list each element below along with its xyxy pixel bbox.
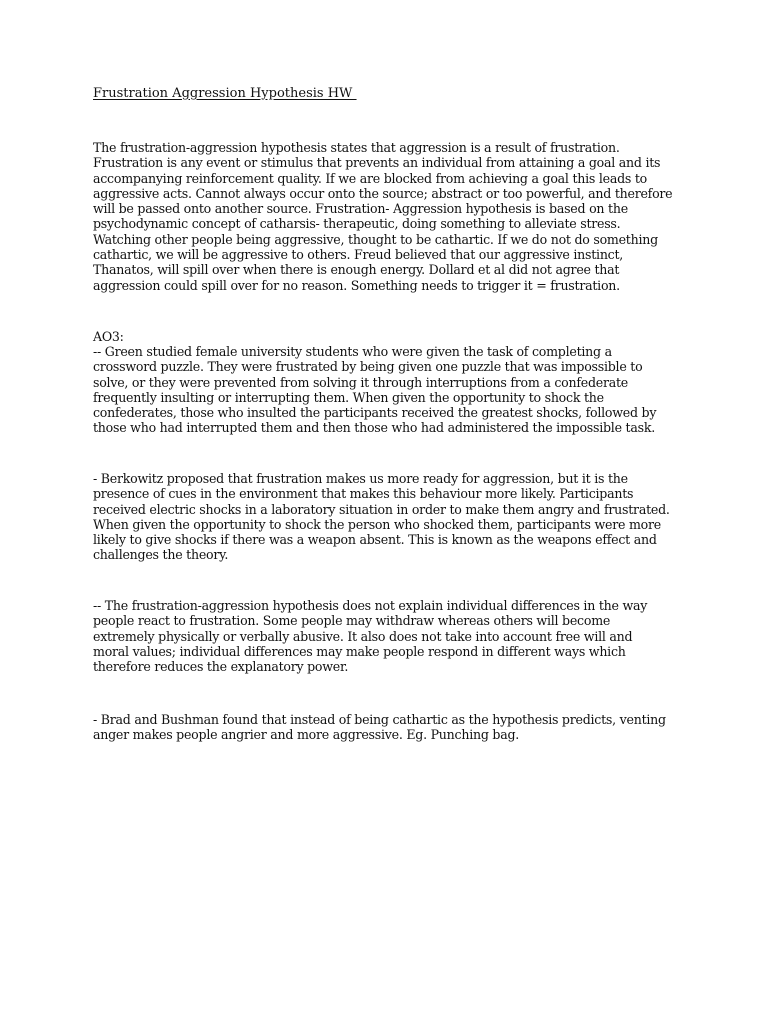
paragraph-line: will be passed onto another source. Frustration- Aggression hypothesis is based on the <box>93 201 628 217</box>
paragraph-line: -- Green studied female university students who were given the task of completing a <box>93 344 612 359</box>
ao3-heading <box>93 329 693 344</box>
paragraph-line: The frustration-aggression hypothesis states that aggression is a result of frustration. <box>93 140 620 155</box>
paragraph-line: solve, or they were prevented from solving it through interruptions from a confederate <box>93 374 628 390</box>
green-study-paragraph <box>93 344 693 436</box>
paragraph-line: - Brad and Bushman found that instead of being cathartic as the hypothesis predicts, venting <box>93 712 666 727</box>
paragraph-line: Watching other people being aggressive, thought to be cathartic. If we do not do something <box>93 231 658 247</box>
paragraph-line: crossword puzzle. They were frustrated by being given one puzzle that was impossible to <box>93 359 643 375</box>
paragraph-line: confederates, those who insulted the participants received the greatest shocks, followed by <box>93 405 657 421</box>
paragraph-line: extremely physically or verbally abusive. It also does not take into account free will and <box>93 628 633 644</box>
paragraph-line: -- The frustration-aggression hypothesis does not explain individual differences in the way <box>93 598 648 613</box>
intro-paragraph <box>93 140 693 293</box>
bushman-paragraph <box>93 712 693 743</box>
paragraph-line: psychodynamic concept of catharsis- therapeutic, doing something to alleviate stress. <box>93 216 621 232</box>
paragraph-line: challenges the theory. <box>93 547 229 563</box>
paragraph-line: those who had interrupted them and then those who had administered the impossible task. <box>93 420 655 436</box>
paragraph-line: likely to give shocks if there was a weapon absent. This is known as the weapons effect and <box>93 532 657 548</box>
paragraph-line: cathartic, we will be aggressive to others. Freud believed that our aggressive instinct, <box>93 247 624 263</box>
paragraph-line: Thanatos, will spill over when there is enough energy. Dollard et al did not agree that <box>93 262 620 278</box>
paragraph-line: frequently insulting or interrupting them. When given the opportunity to shock the <box>93 389 604 405</box>
paragraph-line: people react to frustration. Some people may withdraw whereas others will become <box>93 613 611 629</box>
paragraph-line: Frustration is any event or stimulus that prevents an individual from attaining a goal and its <box>93 155 661 171</box>
paragraph-line: aggressive acts. Cannot always occur onto the source; abstract or too powerful, and therefore <box>93 185 673 201</box>
paragraph-line: presence of cues in the environment that makes this behaviour more likely. Participants <box>93 486 634 502</box>
paragraph-line: anger makes people angrier and more aggressive. Eg. Punching bag. <box>93 727 520 743</box>
section-heading-text: AO3: <box>93 329 124 344</box>
paragraph-line: received electric shocks in a laboratory situation in order to make them angry and frustrated. <box>93 501 670 517</box>
berkowitz-paragraph <box>93 471 693 563</box>
individual-differences-paragraph <box>93 598 693 674</box>
paragraph-line: therefore reduces the explanatory power. <box>93 659 349 675</box>
paragraph-line: accompanying reinforcement quality. If we are blocked from achieving a goal this leads to <box>93 170 648 186</box>
paragraph-line: moral values; individual differences may make people respond in different ways which <box>93 643 626 659</box>
paragraph-line: When given the opportunity to shock the person who shocked them, participants were more <box>93 516 661 532</box>
paragraph-line: - Berkowitz proposed that frustration makes us more ready for aggression, but it is the <box>93 471 628 486</box>
paragraph-line: aggression could spill over for no reason. Something needs to trigger it = frustration. <box>93 277 620 293</box>
document-title: Frustration Aggression Hypothesis HW <box>93 86 357 101</box>
